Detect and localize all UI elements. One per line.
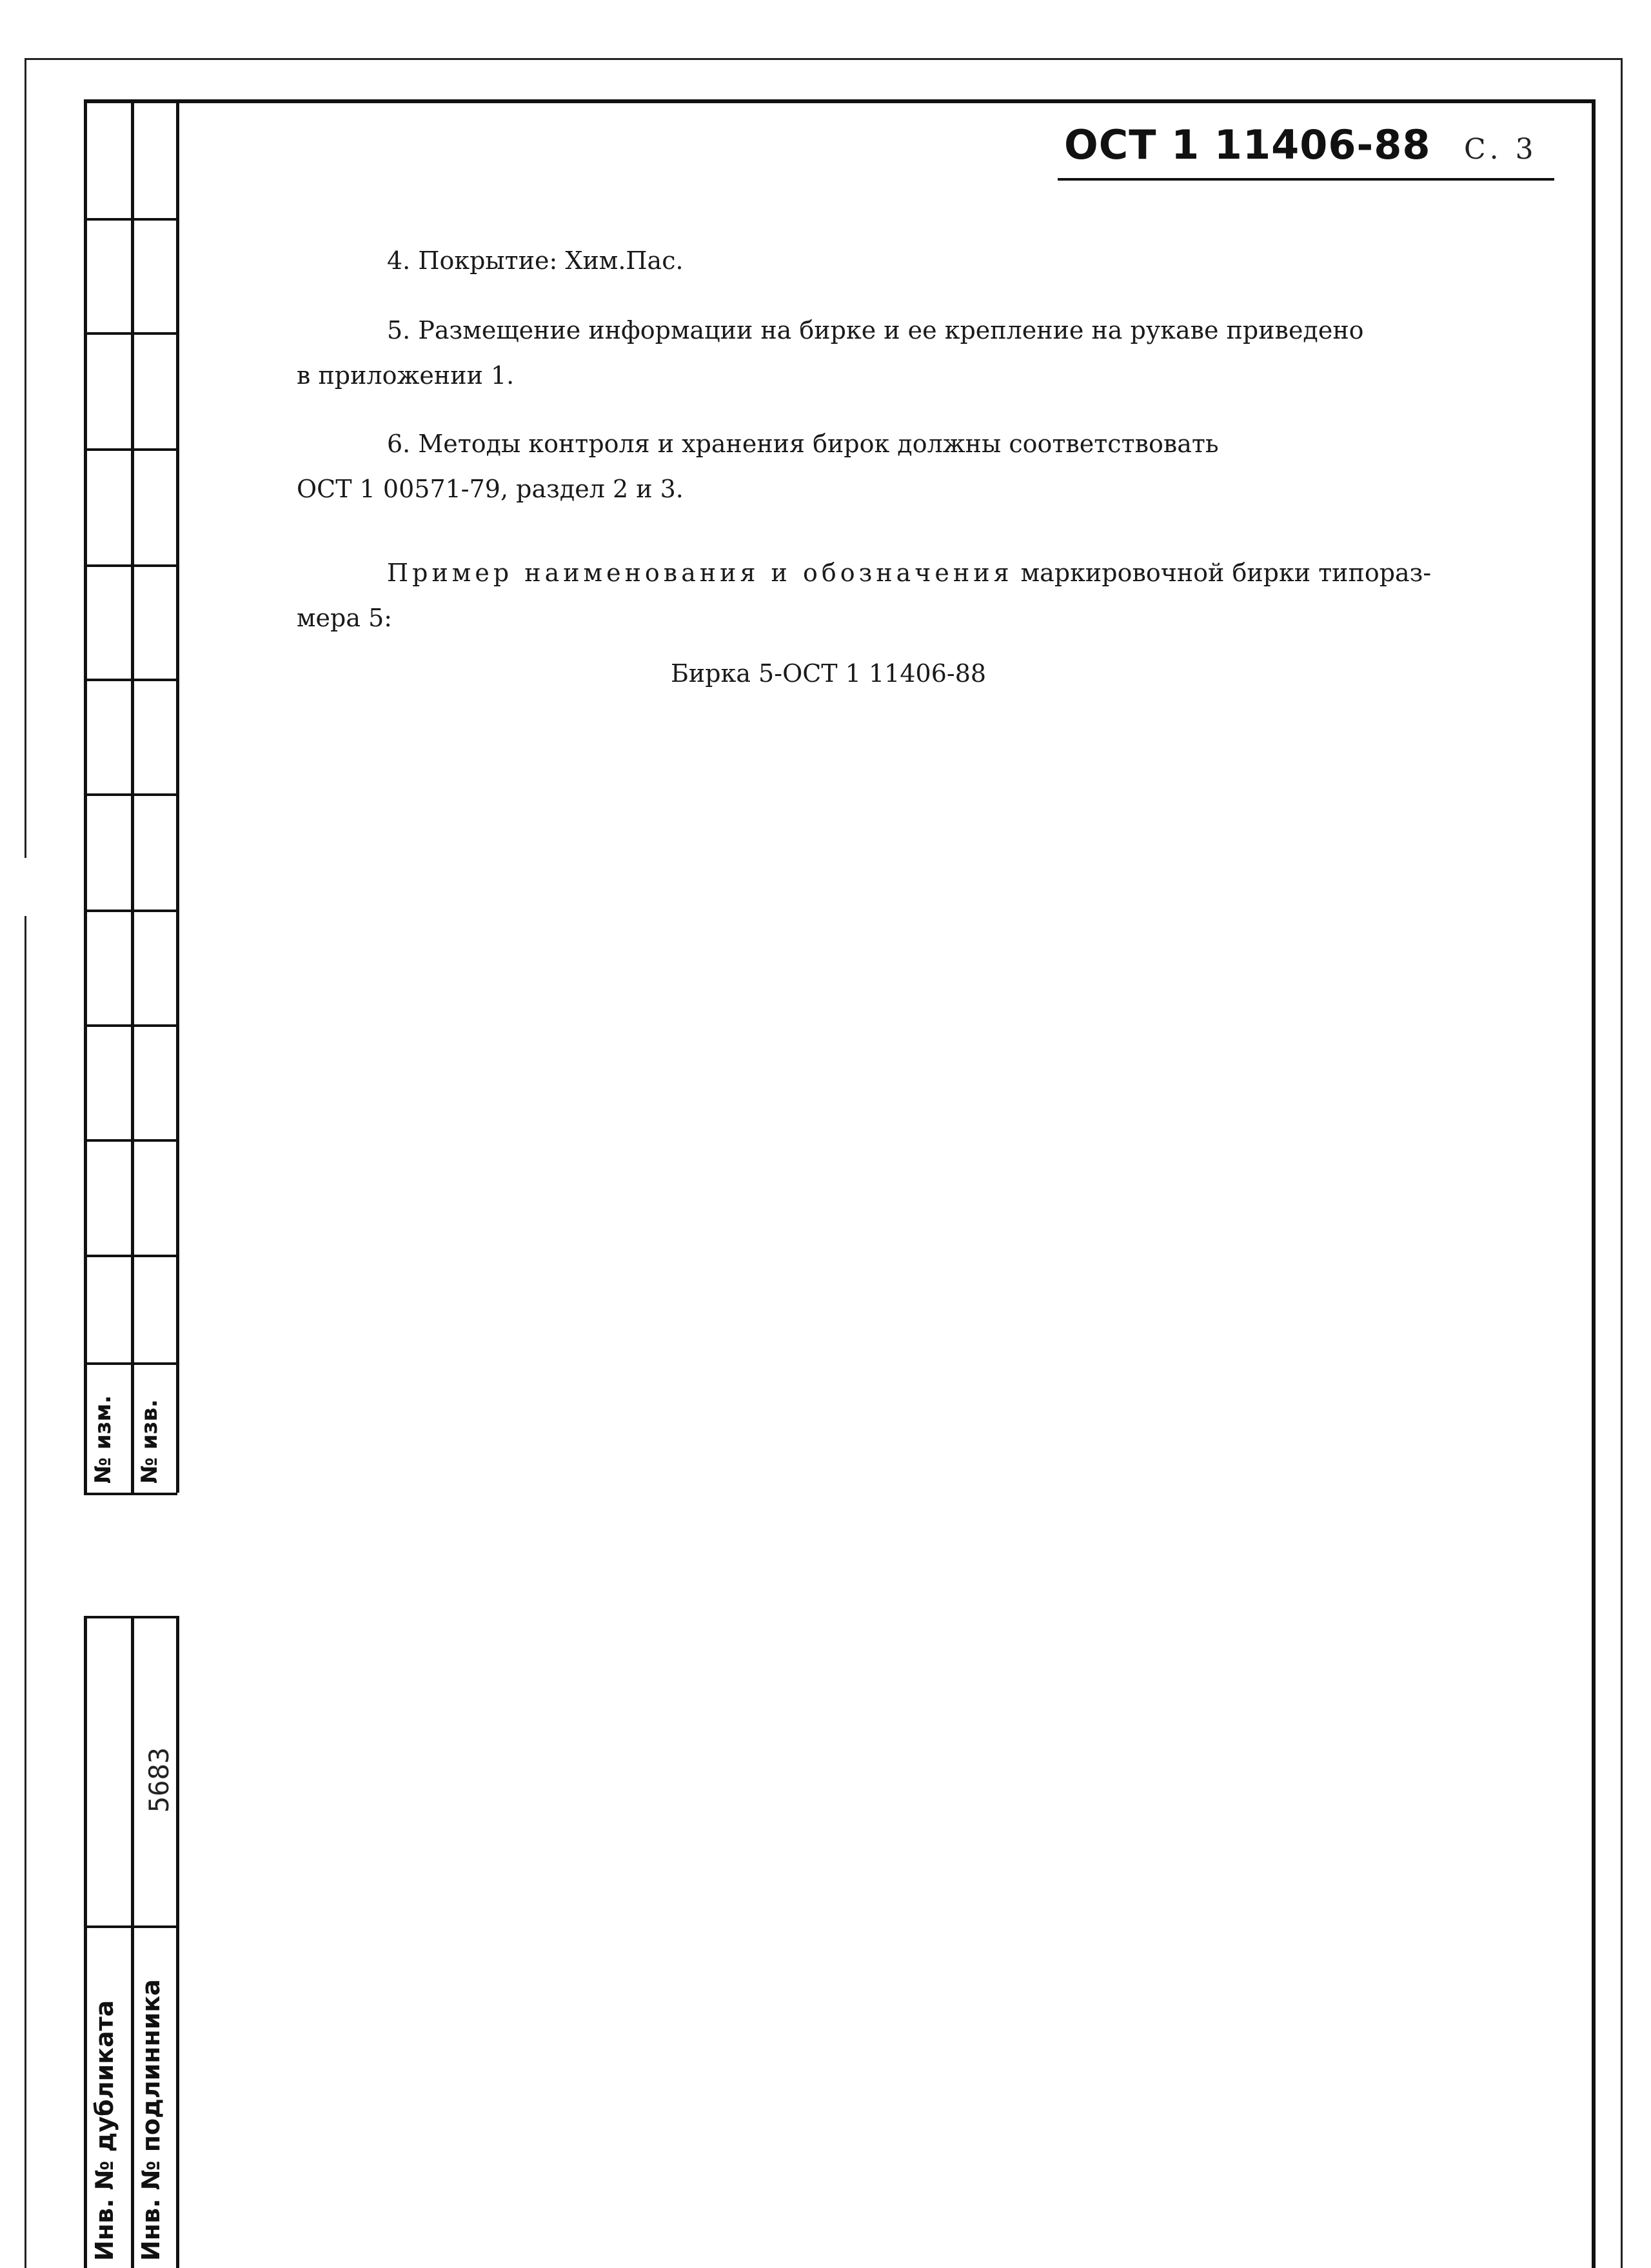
lower-strip-top bbox=[84, 1616, 177, 1618]
paragraph-6-line-1: 6. Методы контроля и хранения бирок должны соответствовать bbox=[387, 430, 1219, 458]
label-inv-podlinnika: Инв. № подлинника bbox=[137, 1979, 165, 2261]
strip-cell-divider bbox=[84, 1024, 177, 1027]
paragraph-6-line-2: ОСТ 1 00571-79, раздел 2 и 3. bbox=[297, 475, 684, 503]
lower-strip-line-right bbox=[176, 1616, 179, 2268]
lower-strip-divider bbox=[84, 1925, 177, 1928]
strip-cell-divider bbox=[84, 679, 177, 681]
strip-cell-divider bbox=[84, 1255, 177, 1257]
label-no-izv: № изв. bbox=[137, 1399, 163, 1484]
page-number: С. 3 bbox=[1464, 133, 1537, 166]
podlinnik-number: 5683 bbox=[143, 1747, 175, 1813]
paragraph-4: 4. Покрытие: Хим.Пас. bbox=[387, 246, 684, 275]
strip-cell-divider bbox=[84, 910, 177, 912]
strip-cell-divider bbox=[84, 1139, 177, 1142]
example-spaced-text: Пример наименования и обозначения bbox=[387, 559, 1013, 587]
strip-cell-divider bbox=[84, 218, 177, 221]
strip-line-right bbox=[176, 99, 179, 1493]
strip-cell-divider bbox=[84, 793, 177, 796]
strip-cell-divider bbox=[84, 1362, 177, 1365]
outer-frame-top bbox=[25, 58, 1623, 60]
example-line-2: мера 5: bbox=[297, 604, 393, 632]
document-code: ОСТ 1 11406-88 bbox=[1064, 121, 1431, 168]
outer-frame-right bbox=[1621, 58, 1623, 2268]
paragraph-5-line-1: 5. Размещение информации на бирке и ее крепление на рукаве приведено bbox=[387, 316, 1364, 344]
main-frame-right bbox=[1592, 99, 1596, 2268]
lower-strip-line-middle bbox=[131, 1616, 134, 2268]
paragraph-5-line-2: в приложении 1. bbox=[297, 361, 515, 390]
main-frame-top bbox=[84, 99, 1596, 103]
strip-line-left bbox=[84, 99, 87, 1493]
lower-strip-line-left bbox=[84, 1616, 87, 2268]
strip-cell-divider bbox=[84, 1493, 177, 1495]
example-line-1 bbox=[387, 550, 1431, 596]
header-underline bbox=[1058, 178, 1554, 181]
designation-example: Бирка 5-ОСТ 1 11406-88 bbox=[671, 659, 987, 688]
strip-cell-divider bbox=[84, 332, 177, 335]
strip-cell-divider bbox=[84, 448, 177, 451]
outer-frame-left-lower bbox=[25, 916, 26, 2268]
example-rest-text: маркировочной бирки типораз- bbox=[1013, 559, 1432, 587]
strip-cell-divider bbox=[84, 564, 177, 567]
strip-line-middle bbox=[131, 99, 134, 1493]
outer-frame-left bbox=[25, 58, 26, 858]
label-no-izm: № изм. bbox=[90, 1395, 116, 1484]
label-inv-dublikata: Инв. № дубликата bbox=[90, 2000, 119, 2261]
